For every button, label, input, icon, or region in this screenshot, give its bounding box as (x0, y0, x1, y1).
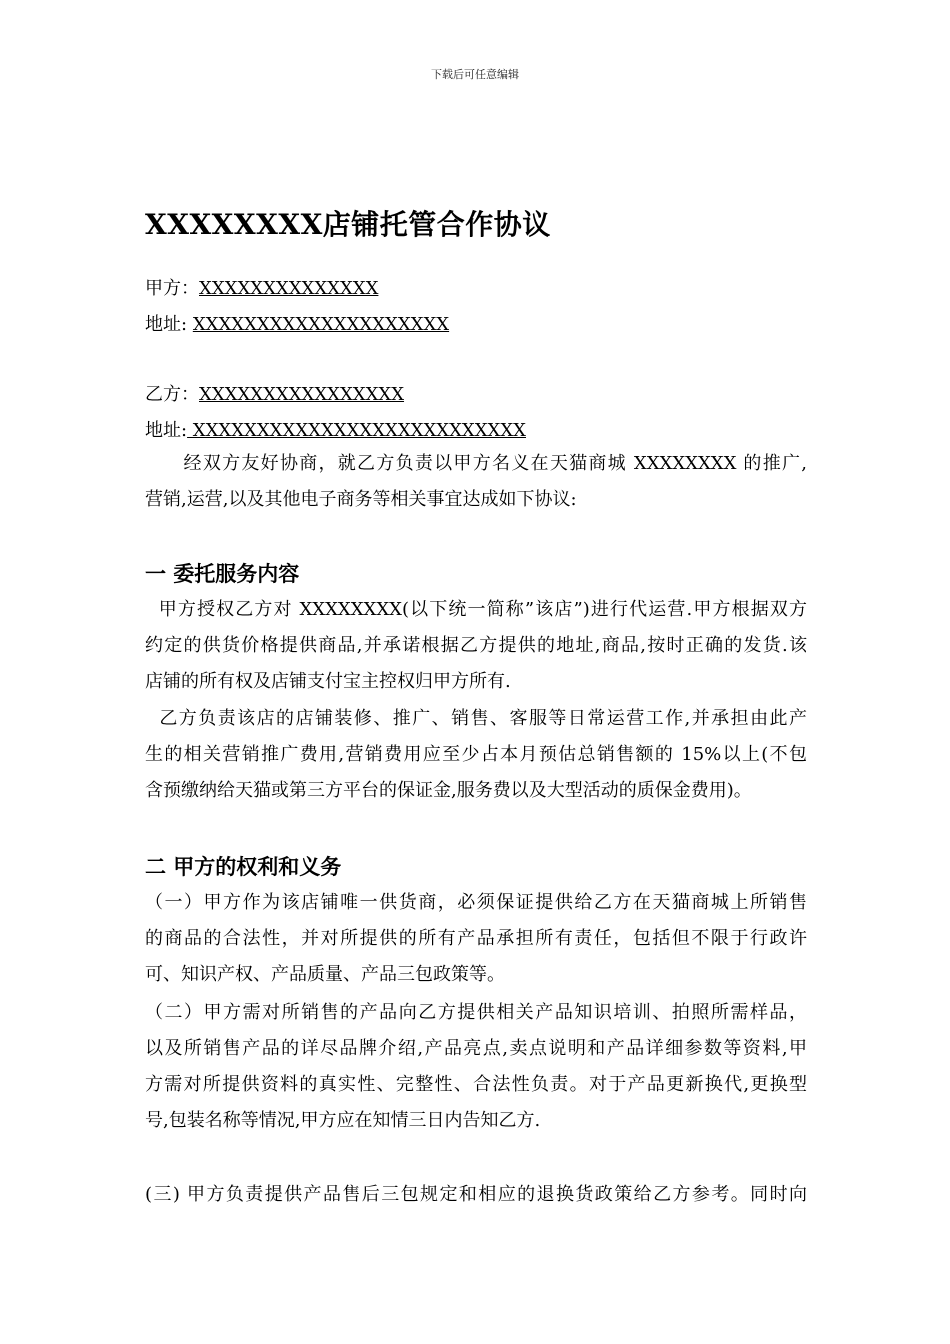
section-1-paragraph-2 (145, 701, 807, 809)
paragraph-line: 以及所销售产品的详尽品牌介绍,产品亮点,卖点说明和产品详细参数等资料,甲 (145, 1038, 807, 1059)
party-a-address: XXXXXXXXXXXXXXXXXXXX (192, 314, 450, 335)
section-1-heading: 一 委托服务内容 (145, 561, 300, 586)
paragraph-line: 营销,运营,以及其他电子商务等相关事宜达成如下协议: (145, 489, 577, 510)
section-2-paragraph-2 (145, 995, 807, 1139)
paragraph-line: （一）甲方作为该店铺唯一供货商，必须保证提供给乙方在天猫商城上所销售 (145, 892, 807, 913)
document-title: XXXXXXXX店铺托管合作协议 (145, 208, 551, 241)
paragraph-line: 号,包装名称等情况,甲方应在知情三日内告知乙方. (145, 1110, 541, 1131)
section-2-paragraph-1 (145, 885, 807, 993)
intro-paragraph (145, 446, 807, 518)
party-a-label: 甲方： (145, 278, 199, 299)
party-b-address-label: 地址: (145, 420, 188, 441)
party-a-address-label: 地址: (145, 314, 188, 335)
section-1-paragraph-1 (145, 592, 807, 700)
paragraph-line: 乙方负责该店的店铺装修、推广、销售、客服等日常运营工作,并承担由此产 (145, 708, 807, 729)
paragraph-line: 可、知识产权、产品质量、产品三包政策等。 (145, 964, 505, 985)
paragraph-line: 经双方友好协商，就乙方负责以甲方名义在天猫商城 XXXXXXXX 的推广, (145, 453, 807, 474)
section-2-heading: 二 甲方的权利和义务 (145, 854, 342, 879)
paragraph-line: (三) 甲方负责提供产品售后三包规定和相应的退换货政策给乙方参考。同时向 (145, 1184, 807, 1205)
party-b-name: XXXXXXXXXXXXXXXX (199, 384, 405, 405)
section-2-paragraph-3 (145, 1177, 807, 1213)
paragraph-line: 方需对所提供资料的真实性、完整性、合法性负责。对于产品更新换代,更换型 (145, 1074, 807, 1095)
paragraph-line: 的商品的合法性，并对所提供的所有产品承担所有责任，包括但不限于行政许 (145, 928, 807, 949)
party-a-line (145, 274, 378, 300)
header-note: 下载后可任意编辑 (431, 68, 519, 81)
party-b-address: XXXXXXXXXXXXXXXXXXXXXXXXXX (187, 420, 526, 441)
paragraph-line: 店铺的所有权及店铺支付宝主控权归甲方所有. (145, 671, 511, 692)
party-b-label: 乙方： (145, 384, 199, 405)
paragraph-line: 生的相关营销推广费用,营销费用应至少占本月预估总销售额的 15%以上(不包 (145, 744, 807, 765)
party-a-address-line (145, 310, 449, 336)
party-a-name: XXXXXXXXXXXXXX (199, 278, 379, 299)
paragraph-line: 含预缴纳给天猫或第三方平台的保证金,服务费以及大型活动的质保金费用)。 (145, 780, 752, 801)
paragraph-line: 约定的供货价格提供商品,并承诺根据乙方提供的地址,商品,按时正确的发货.该 (145, 635, 807, 656)
party-b-line (145, 380, 404, 406)
party-b-address-line (145, 416, 526, 442)
paragraph-line: 甲方授权乙方对 XXXXXXXX(以下统一简称”该店”)进行代运营.甲方根据双方 (145, 599, 807, 620)
paragraph-line: （二）甲方需对所销售的产品向乙方提供相关产品知识培训、拍照所需样品， (145, 1002, 807, 1023)
